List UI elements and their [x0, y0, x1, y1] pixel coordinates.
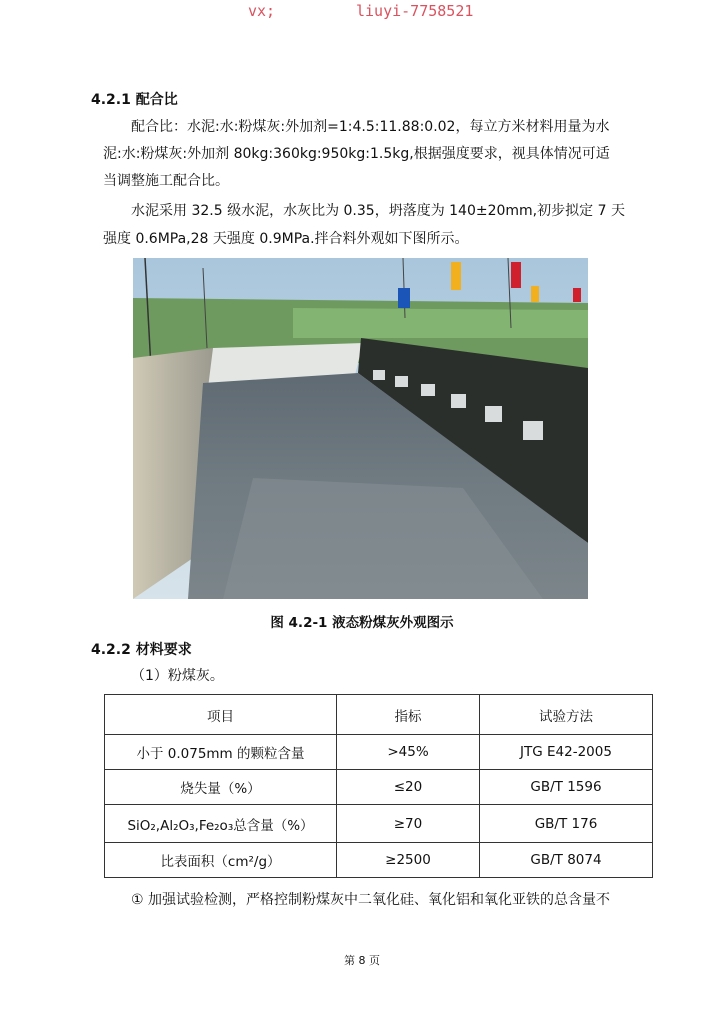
cell-method: GB/T 176: [480, 805, 653, 843]
cell-item: 烧失量（%）: [105, 770, 337, 805]
section-heading-4-2-2: 4.2.2 材料要求: [91, 642, 192, 658]
section-heading-4-2-1: 4.2.1 配合比: [91, 92, 178, 108]
paragraph-line: 配合比：水泥:水:粉煤灰:外加剂=1:4.5:11.88:0.02，每立方米材料用量为水: [131, 119, 610, 135]
cell-index: >45%: [337, 735, 480, 770]
header-cell: 试验方法: [480, 695, 653, 735]
cell-index: ≥2500: [337, 843, 480, 878]
paragraph-line: 水泥采用 32.5 级水泥，水灰比为 0.35，坍落度为 140±20mm,初步拟定 7 天: [131, 203, 625, 219]
cell-item: SiO₂,Al₂O₃,Fe₂o₃总含量（%）: [105, 805, 337, 843]
paragraph-line: 泥:水:粉煤灰:外加剂 80kg:360kg:950kg:1.5kg,根据强度要求，视具体情况可适: [103, 146, 610, 162]
list-item-fly-ash: （1）粉煤灰。: [131, 668, 224, 684]
header-cell: 指标: [337, 695, 480, 735]
cell-index: ≤20: [337, 770, 480, 805]
header-cell: 项目: [105, 695, 337, 735]
cell-item: 比表面积（cm²/g）: [105, 843, 337, 878]
cell-index: ≥70: [337, 805, 480, 843]
cell-method: JTG E42-2005: [480, 735, 653, 770]
table-row: [105, 735, 653, 770]
page-number: 第 8 页: [344, 954, 380, 967]
table-row: [105, 770, 653, 805]
watermark-contact: liuyi-7758521: [356, 2, 474, 20]
cell-method: GB/T 1596: [480, 770, 653, 805]
fly-ash-spec-table: [104, 694, 653, 878]
paragraph-line: 强度 0.6MPa,28 天强度 0.9MPa.拌合料外观如下图所示。: [103, 231, 469, 247]
table-row: [105, 805, 653, 843]
table-row: [105, 843, 653, 878]
table-header-row: [105, 695, 653, 735]
cell-method: GB/T 8074: [480, 843, 653, 878]
paragraph-line: 当调整施工配合比。: [103, 173, 229, 189]
figure-caption: 图 4.2-1 液态粉煤灰外观图示: [270, 615, 454, 631]
note-line: ① 加强试验检测，严格控制粉煤灰中二氧化硅、氧化铝和氧化亚铁的总含量不: [131, 892, 610, 908]
fly-ash-photo: [133, 258, 588, 599]
watermark-vx: vx;: [248, 2, 276, 20]
cell-item: 小于 0.075mm 的颗粒含量: [105, 735, 337, 770]
